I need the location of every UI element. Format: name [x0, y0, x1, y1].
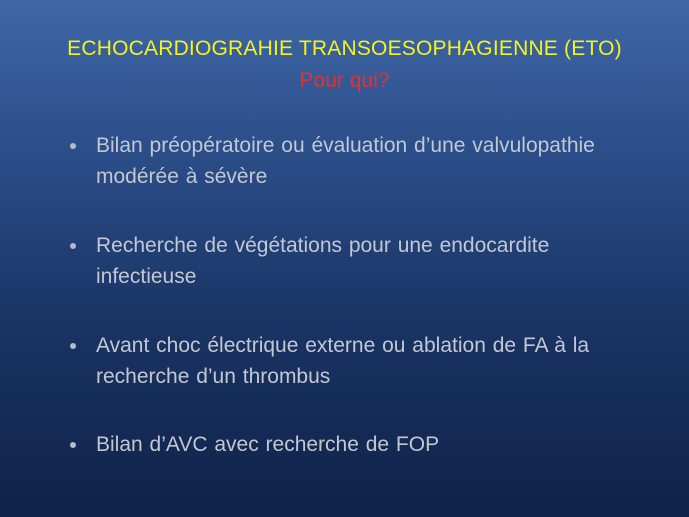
bullet-text: Bilan d’AVC avec recherche de FOP: [96, 433, 440, 456]
bullet-text: Recherche de végétations pour une endocardite infectieuse: [96, 234, 550, 288]
slide-subtitle: Pour qui?: [299, 69, 390, 92]
bullet-dot-icon: [70, 143, 76, 149]
bullet-dot-icon: [70, 343, 76, 349]
bullet-text: Bilan préopératoire ou évaluation d’une valvulopathie modérée à sévère: [96, 134, 595, 188]
bullet-dot-icon: [70, 243, 76, 249]
bullet-dot-icon: [70, 442, 76, 448]
bullet-text: Avant choc électrique externe ou ablation de FA à la recherche d’un thrombus: [96, 334, 590, 388]
slide-title: ECHOCARDIOGRAHIE TRANSOESOPHAGIENNE (ETO): [67, 37, 622, 60]
